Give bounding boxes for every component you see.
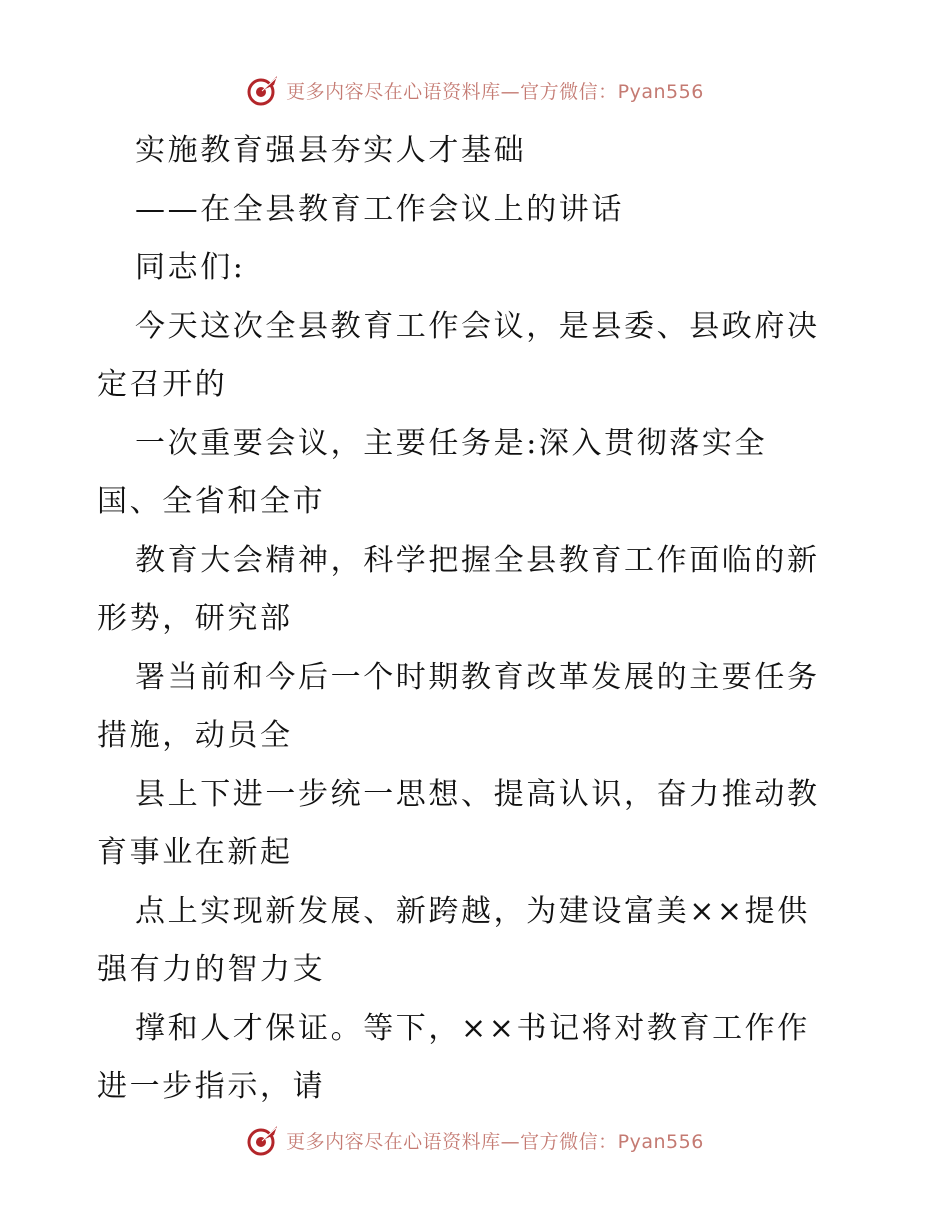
document-line: 一次重要会议，主要任务是:深入贯彻落实全 bbox=[135, 425, 768, 461]
document-line: 定召开的 bbox=[97, 367, 228, 402]
document-line: 点上实现新发展、新跨越，为建设富美××提供 bbox=[135, 893, 810, 929]
document-line: 形势，研究部 bbox=[97, 601, 293, 636]
document-line: 进一步指示，请 bbox=[97, 1069, 326, 1104]
footer-banner bbox=[0, 1120, 950, 1160]
document-line: 今天这次全县教育工作会议，是县委、县政府决 bbox=[135, 308, 820, 344]
document-line: 署当前和今后一个时期教育改革发展的主要任务 bbox=[135, 659, 820, 695]
document-line: 措施，动员全 bbox=[97, 718, 293, 753]
document-line: 国、全省和全市 bbox=[97, 484, 326, 519]
quill-logo-icon bbox=[246, 73, 280, 107]
header-banner bbox=[0, 70, 950, 110]
document-line: 育事业在新起 bbox=[97, 835, 293, 870]
document-line: ——在全县教育工作会议上的讲话 bbox=[135, 191, 624, 227]
document-line: 实施教育强县夯实人才基础 bbox=[135, 133, 527, 168]
document-line: 强有力的智力支 bbox=[97, 952, 326, 987]
document-line: 教育大会精神，科学把握全县教育工作面临的新 bbox=[135, 542, 820, 578]
document-line: 同志们: bbox=[135, 250, 246, 285]
header-banner-text: 更多内容尽在心语资料库—官方微信：Pyan556 bbox=[286, 80, 704, 103]
footer-banner-text: 更多内容尽在心语资料库—官方微信：Pyan556 bbox=[286, 1130, 704, 1153]
document-body bbox=[97, 122, 857, 1117]
quill-logo-icon bbox=[246, 1123, 280, 1157]
document-line: 撑和人才保证。等下，××书记将对教育工作作 bbox=[135, 1010, 810, 1046]
document-line: 县上下进一步统一思想、提高认识，奋力推动教 bbox=[135, 776, 820, 812]
